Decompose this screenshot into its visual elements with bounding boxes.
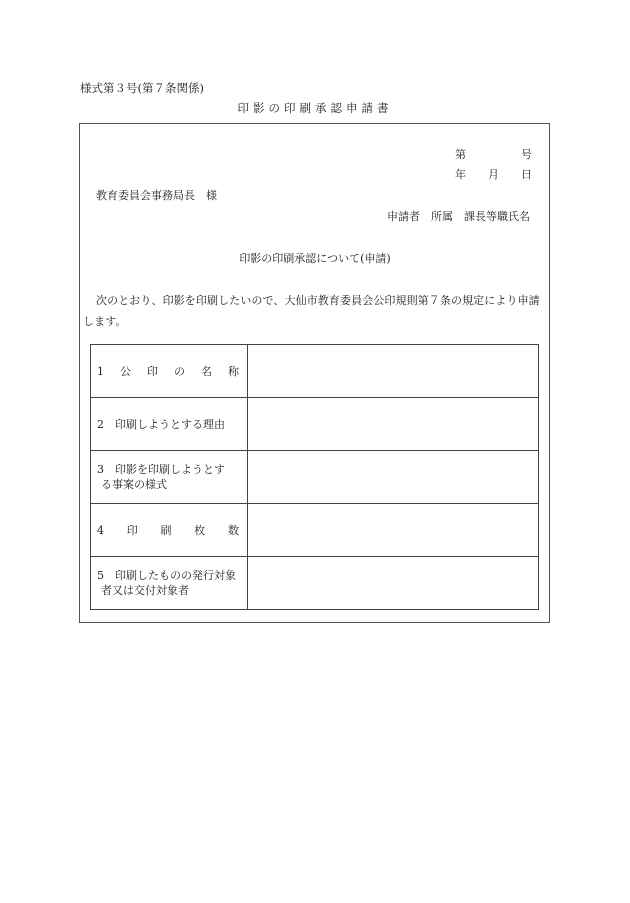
item-label-line: 2 印刷しようとする理由 [97,417,225,431]
item-value-cell[interactable] [248,451,539,504]
form-number: 様式第３号(第７条関係) [80,81,204,95]
applicant-line: 申請者 所属 課長等職氏名 [387,210,530,223]
document-number-line: 第 号 [455,148,532,161]
item-label-char: 1 [97,364,104,378]
item-label-char: 枚 [194,523,206,537]
item-value-cell[interactable] [248,398,539,451]
item-label [91,345,248,398]
item-label-char: 名 [201,364,212,378]
item-value-cell[interactable] [248,345,539,398]
date-line: 年 月 日 [455,168,532,181]
item-label-char: 印 [126,523,138,537]
item-label-line: る事案の様式 [101,478,167,491]
item-label-char: 刷 [160,523,172,537]
table-row [91,345,539,398]
item-label-line: 3 印影を印刷しようとす [97,463,225,476]
item-label-line: 5 印刷したものの発行対象 [97,569,236,582]
table-row [91,451,539,504]
item-label [91,398,248,451]
items-table [90,344,539,610]
table-row [91,557,539,610]
addressee: 教育委員会事務局長 様 [96,189,217,202]
item-value-cell[interactable] [248,557,539,610]
item-label-char: 印 [147,364,158,378]
item-label-line: 者又は交付対象者 [101,584,189,597]
item-label-char: 称 [228,364,239,378]
item-label [91,557,248,610]
item-label-char: の [174,364,185,378]
item-label-char: 4 [97,523,104,537]
item-label [91,504,248,557]
item-value-cell[interactable] [248,504,539,557]
table-row [91,504,539,557]
document-title: 印影の印刷承認申請書 [237,101,393,115]
subject-line: 印影の印刷承認について(申請) [239,252,391,265]
body-text: 次のとおり、印影を印刷したいので、大仙市教育委員会公印規則第７条の規定により申請します。 [83,294,540,328]
item-label-char: 公 [120,364,131,378]
item-label-char: 数 [228,523,239,537]
item-label [91,451,248,504]
table-row [91,398,539,451]
